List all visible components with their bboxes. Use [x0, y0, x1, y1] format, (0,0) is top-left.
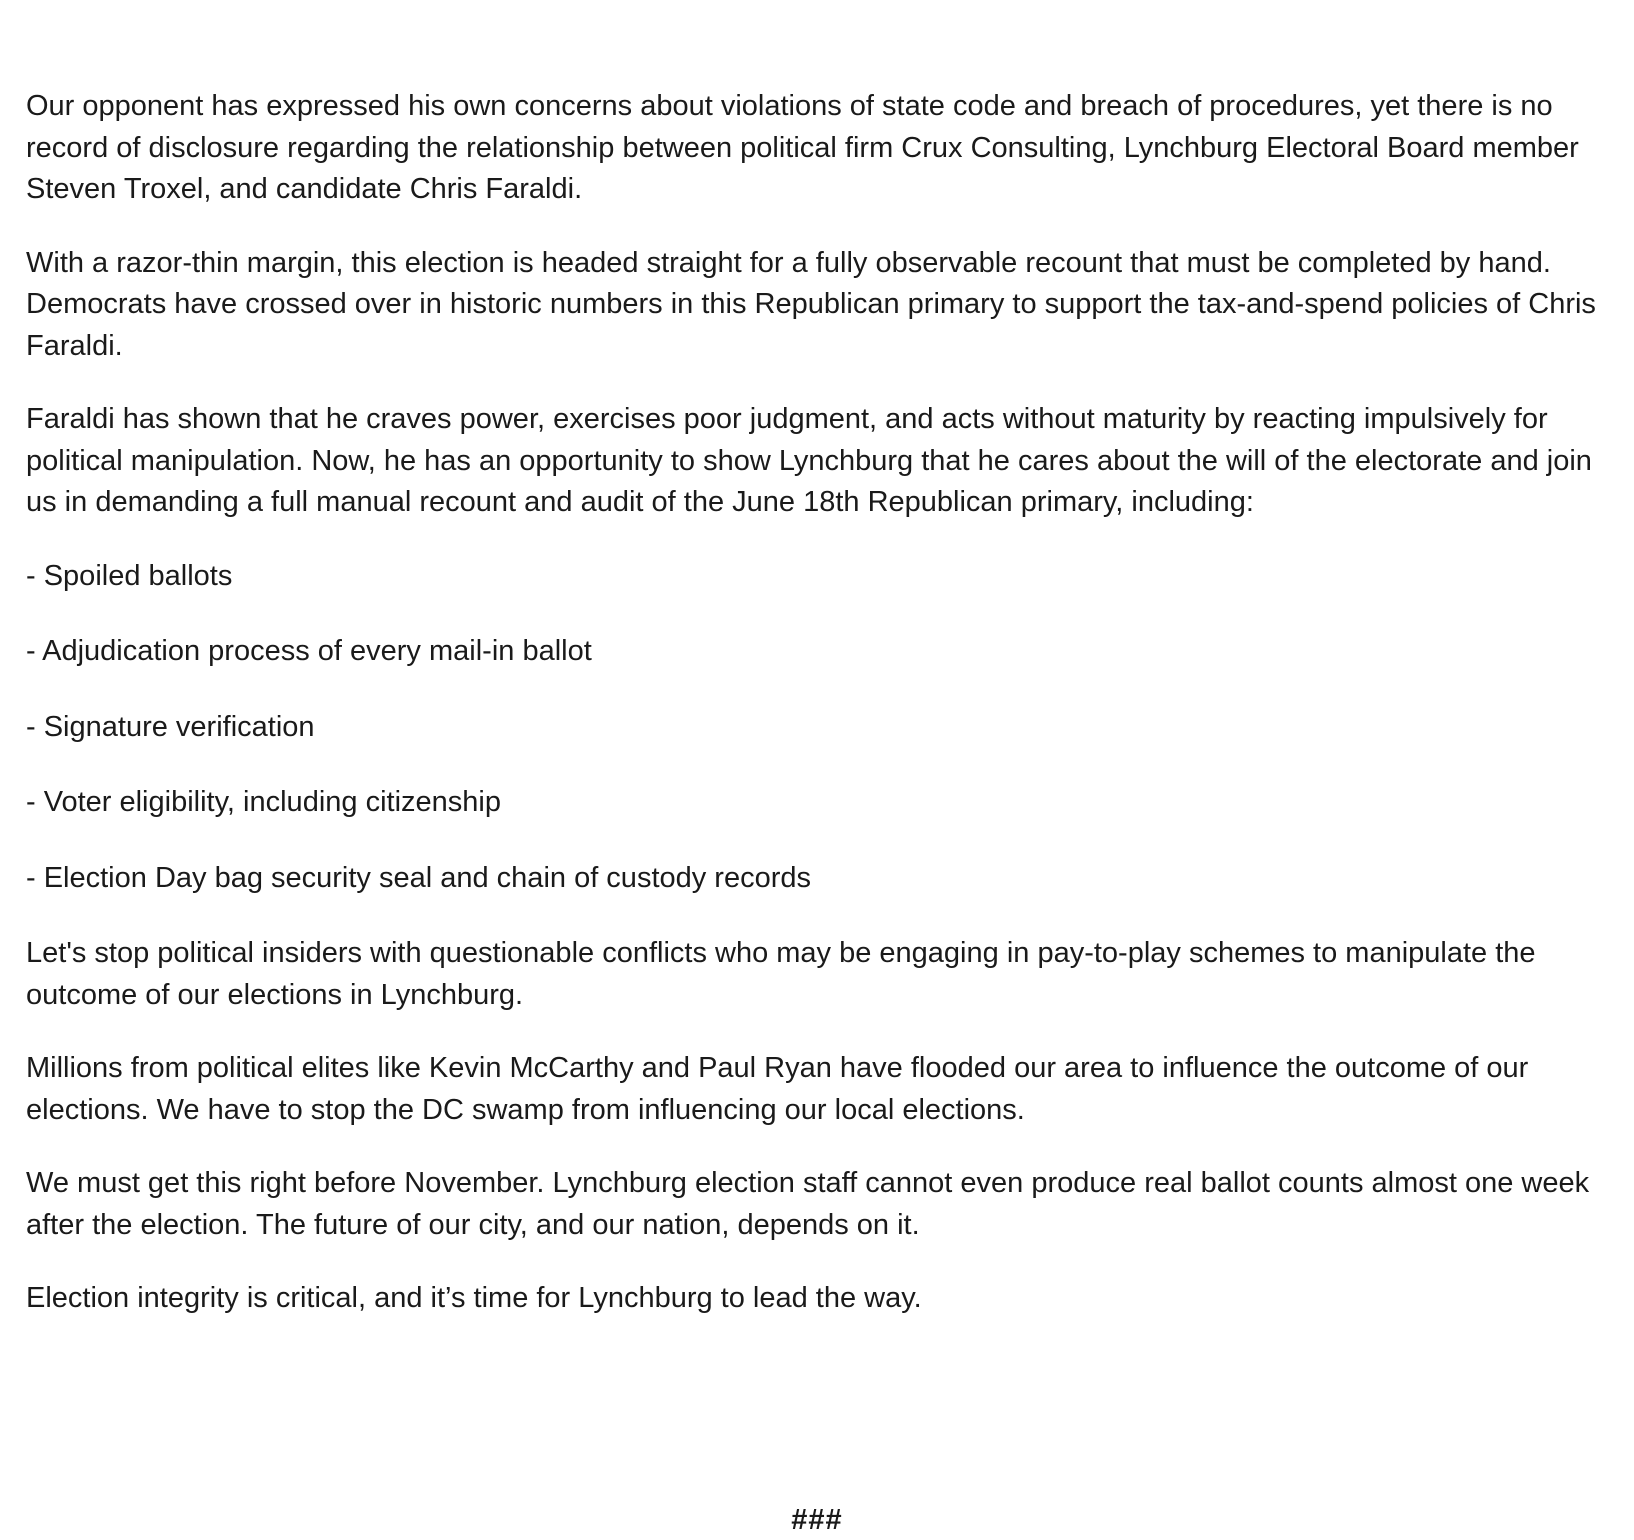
paragraph-disclosure: Our opponent has expressed his own concerns about violations of state code and breach of procedures, yet there is no record of disclosure regarding the relationship between political firm Crux Consulting, Lynchburg Electoral Board member Steven Troxel, and candidate Chris Faraldi.	[26, 90, 1579, 205]
list-item: - Spoiled ballots	[26, 559, 233, 592]
end-mark: ###	[791, 1504, 843, 1536]
paragraph-november: We must get this right before November. Lynchburg election staff cannot even produce real ballot counts almost one week after the election. The future of our city, and our nation, depends on it.	[26, 1167, 1590, 1241]
audit-items-list	[26, 556, 1616, 900]
paragraph-elites: Millions from political elites like Kevin McCarthy and Paul Ryan have flooded our area to influence the outcome of our elections. We have to stop the DC swamp from influencing our local elections.	[26, 1052, 1529, 1126]
paragraph-insiders: Let's stop political insiders with questionable conflicts who may be engaging in pay-to-play schemes to manipulate the outcome of our elections in Lynchburg.	[26, 937, 1536, 1011]
list-item: - Adjudication process of every mail-in ballot	[26, 635, 592, 667]
paragraph-recount: With a razor-thin margin, this election is headed straight for a fully observable recount that must be completed by hand. Democrats have crossed over in historic numbers in this Republican primary to support the tax-and-spend policies of Chris Faraldi.	[26, 246, 1596, 362]
press-release-body	[26, 86, 1616, 1352]
paragraph-demand: Faraldi has shown that he craves power, exercises poor judgment, and acts without maturity by reacting impulsively for political manipulation. Now, he has an opportunity to show Lynchburg that he cares about the will of the electorate and join us in demanding a full manual recount and audit of the June 18th Republican primary, including:	[26, 403, 1592, 518]
paragraph-integrity: Election integrity is critical, and it’s time for Lynchburg to lead the way.	[26, 1282, 922, 1314]
list-item: - Signature verification	[26, 710, 315, 743]
list-item: - Election Day bag security seal and chain of custody records	[26, 861, 812, 894]
list-item: - Voter eligibility, including citizenship	[26, 786, 501, 818]
